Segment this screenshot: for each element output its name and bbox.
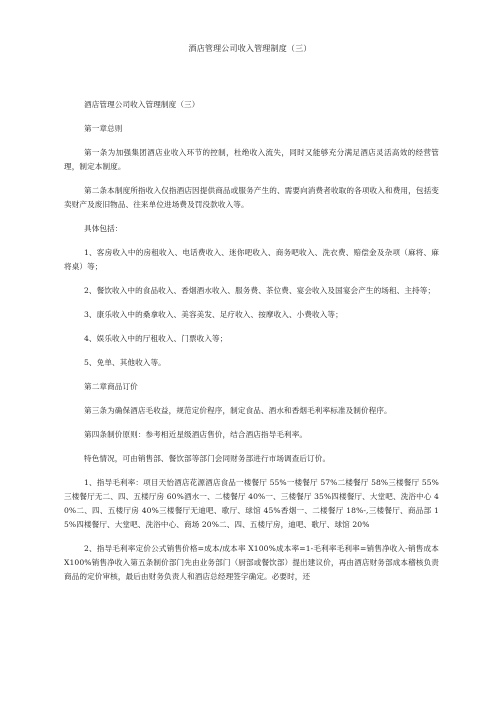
page-title: 酒店管理公司收入管理制度（三）: [188, 44, 312, 53]
document-body: [64, 98, 439, 594]
list-item: 1、客房收入中的房租收入、电话费收入、迷你吧收入、商务吧收入、洗衣费、赔偿金及杂项（麻将、麻将桌）等；: [64, 248, 439, 271]
list-item: 2、指导毛利率定价公式销售价格=成本/成本率 X100%成本率=1-毛利率毛利率=销售净收入-销售成本 X100%销售净收入第五条制价部门先由业务部门（厨部或餐饮部）提出建议价，再由酒店财务部成本稽核负责商品的定价审核，最后由财务负责人和酒店总经理签字确定。必要时，还: [64, 544, 439, 581]
list-item: 1、指导毛利率：项目天怡酒店花源酒店食品一楼餐厅 55%一楼餐厅 57%二楼餐厅 58%三楼餐厅 55%三楼餐厅无二、四、五楼厅房 60%酒水一、二楼餐厅 40%一、三楼餐厅 35%四楼餐厅、大堂吧、洗浴中心 40%二、四、五楼厅房 40%三楼餐厅无迪吧、歌厅、球馆 45%香烟一、二楼餐厅 18%-,三楼餐厅、商品部 15%四楼餐厅、大堂吧、洗浴中心、商场 20%二、四、五楼厅房，迪吧、歌厅、球馆 20%: [64, 478, 439, 529]
list-item: 4、娱乐收入中的厅租收入、门票收入等；: [84, 334, 228, 343]
chapter-heading: 第二章商品订价: [84, 382, 138, 391]
document-subtitle: 酒店管理公司收入管理制度（三）: [84, 100, 200, 109]
list-item: 2、餐饮收入中的食品收入、香烟酒水收入、服务费、茶位费、宴会收入及国宴会产生的场租、主持等；: [84, 286, 436, 295]
paragraph: 具体包括：: [84, 224, 123, 233]
paragraph: 第三条为确保酒店毛收益，规范定价程序，制定食品、酒水和香烟毛利率标准及制价程序。: [84, 406, 392, 415]
chapter-heading: 第一章总则: [84, 124, 123, 133]
paragraph: 第一条为加强集团酒店业收入环节的控制，杜绝收入流失，同时又能够充分满足酒店灵活高效的经营管理，制定本制度。: [64, 148, 439, 171]
paragraph: 第二条本制度所指收入仅指酒店因提供商品或服务产生的、需要向消费者收取的各项收入和费用，包括变卖财产及废旧物品、往来单位进场费及罚没款收入等。: [64, 186, 439, 209]
paragraph: 第四条制价原则：参考相近星级酒店售价，结合酒店指导毛利率。: [84, 430, 308, 439]
paragraph: 特色情况，可由销售部、餐饮部等部门会同财务部进行市场调查后订价。: [84, 454, 331, 463]
list-item: 5、免单、其他收入等。: [84, 358, 166, 367]
list-item: 3、康乐收入中的桑拿收入、美容美发、足疗收入、按摩收入、小费收入等；: [84, 310, 343, 319]
